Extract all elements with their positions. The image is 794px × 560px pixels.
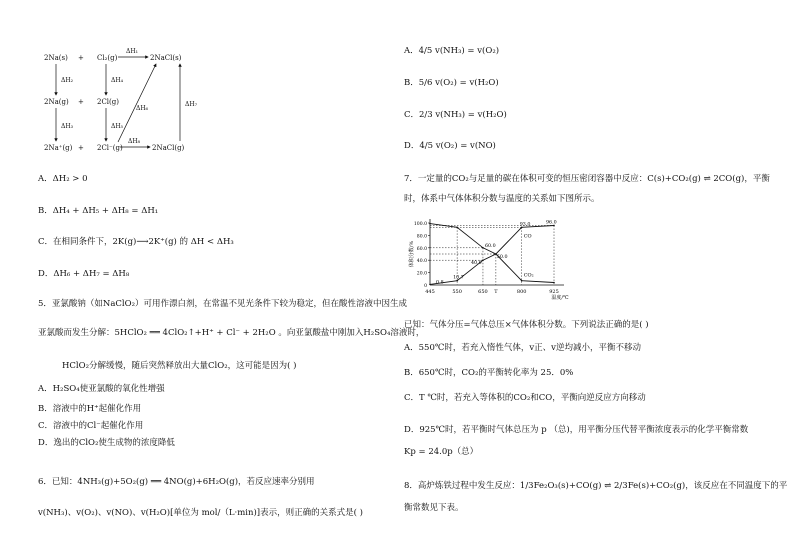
q7-option-b[interactable]: B．650℃时，CO₂的平衡转化率为 25．0% bbox=[404, 368, 574, 378]
species-2na-g: 2Na(g) bbox=[44, 98, 69, 106]
q8-stem-line1: 8．高炉炼铁过程中发生反应：1/3Fe₂O₃(s)+CO(g) ⇌ 2/3Fe(s)+CO₂(g)，该反应在不同温度下的平 bbox=[404, 481, 788, 491]
q7-stem-line1: 7．一定量的CO₂与足量的碳在体积可变的恒压密闭容器中反应：C(s)+CO₂(g) ⇌ 2CO(g)，平衡 bbox=[404, 174, 770, 184]
x-tick-label: T bbox=[494, 289, 498, 295]
x-tick-label: 445 bbox=[425, 289, 435, 295]
q7-option-d-line2[interactable]: Kp = 24.0p（总） bbox=[404, 447, 479, 457]
q7-option-a[interactable]: A．550℃时，若充入惰性气体，v正、v逆均减小，平衡不移动 bbox=[404, 343, 641, 353]
x-tick-label: 650 bbox=[478, 289, 488, 295]
y-axis-title: 体积分数/% bbox=[409, 240, 415, 268]
q7-option-c[interactable]: C．T ℃时，若充入等体积的CO₂和CO，平衡向逆反应方向移动 bbox=[404, 393, 646, 403]
y-tick-label: 40.0 bbox=[416, 259, 427, 265]
dh8-label: ΔH₈ bbox=[128, 138, 140, 145]
data-label: 96.0 bbox=[546, 220, 557, 226]
q6-option-c[interactable]: C．2/3 v(NH₃) = v(H₂O) bbox=[404, 110, 507, 120]
data-label: 40.0 bbox=[470, 261, 482, 267]
dh5-label: ΔH₅ bbox=[111, 123, 123, 130]
plus-sign: + bbox=[78, 98, 84, 106]
species-2nacl-g: 2NaCl(g) bbox=[152, 144, 185, 152]
y-tick-label: 20.0 bbox=[416, 271, 427, 277]
q4-option-c[interactable]: C．在相同条件下，2K(g)⟶2K⁺(g) 的 ΔH < ΔH₃ bbox=[38, 237, 234, 247]
q5-option-a[interactable]: A．H₂SO₄使亚氯酸的氧化性增强 bbox=[38, 384, 165, 394]
data-label: 10.7 bbox=[453, 275, 464, 281]
x-tick-label: 925 bbox=[549, 289, 559, 295]
data-point bbox=[482, 247, 484, 249]
q7-stem-line2: 时，体系中气体体积分数与温度的关系如下图所示。 bbox=[404, 194, 600, 204]
species-cl2-g: Cl₂(g) bbox=[97, 54, 118, 62]
y-tick-label: 80.0 bbox=[416, 234, 427, 240]
data-point bbox=[553, 282, 555, 284]
dh1-label: ΔH₁ bbox=[126, 48, 138, 55]
species-2na-plus-g: 2Na⁺(g) bbox=[44, 144, 73, 152]
q6-stem-line2: v(NH₃)、v(O₂)、v(NO)、v(H₂O)[单位为 mol/（L·min)]表示，则正确的关系式是( ) bbox=[38, 508, 363, 518]
data-point bbox=[482, 259, 484, 261]
dh3-label: ΔH₃ bbox=[61, 123, 73, 130]
series-label: CO bbox=[523, 233, 532, 240]
series-label: CO₂ bbox=[523, 272, 534, 279]
dh6-label: ΔH₆ bbox=[136, 105, 148, 112]
q6-option-d[interactable]: D．4/5 v(O₂) = v(NO) bbox=[404, 141, 496, 151]
q5-stem-line2: 亚氯酸而发生分解：5HClO₂ ══ 4ClO₂↑+H⁺ + Cl⁻ + 2H₂O 。向亚氯酸盐中刚加入H₂SO₄溶液时， bbox=[38, 328, 425, 338]
data-label: 50.0 bbox=[496, 255, 508, 260]
dh2-label: ΔH₂ bbox=[61, 77, 73, 84]
data-point bbox=[429, 284, 431, 286]
q5-stem-line1: 5．亚氯酸钠（如NaClO₂）可用作漂白剂，在常温不见光条件下较为稳定，但在酸性溶液中因生成 bbox=[38, 299, 408, 309]
series-co2-line bbox=[430, 224, 554, 286]
q4-option-d[interactable]: D．ΔH₆ + ΔH₇ = ΔH₈ bbox=[38, 269, 130, 279]
thermochemical-cycle-diagram bbox=[40, 40, 210, 160]
data-label: 0.8 bbox=[436, 280, 444, 286]
data-label: 60.0 bbox=[484, 243, 496, 249]
y-tick-label: 100.0 bbox=[413, 222, 427, 227]
q7-stem-line3: 已知：气体分压=气体总压×气体体积分数。下列说法正确的是( ) bbox=[404, 320, 649, 330]
data-point bbox=[429, 223, 431, 225]
q5-option-d[interactable]: D．逸出的ClO₂使生成物的浓度降低 bbox=[38, 438, 175, 448]
q6-option-a[interactable]: A．4/5 v(NH₃) = v(O₂) bbox=[404, 46, 500, 56]
q5-stem-line3: HClO₂分解缓慢，随后突然释放出大量ClO₂，这可能是因为( ) bbox=[62, 361, 297, 371]
data-point bbox=[521, 280, 523, 282]
q7-option-d-line1[interactable]: D．925℃时，若平衡时气体总压为 p （总)，用平衡分压代替平衡浓度表示的化学平衡常数 bbox=[404, 425, 749, 435]
series-co-line bbox=[430, 226, 554, 285]
x-tick-label: 800 bbox=[516, 289, 527, 295]
dh7-label: ΔH₇ bbox=[185, 101, 197, 108]
y-tick-label: 0 bbox=[424, 284, 427, 289]
q5-option-c[interactable]: C．溶液中的Cl⁻起催化作用 bbox=[38, 421, 144, 431]
q4-option-b[interactable]: B．ΔH₄ + ΔH₅ + ΔH₈ = ΔH₁ bbox=[38, 206, 159, 216]
x-axis-title: 温度/℃ bbox=[551, 295, 569, 301]
x-tick-label: 550 bbox=[452, 289, 462, 295]
species-2nacl-s: 2NaCl(s) bbox=[150, 54, 182, 62]
q7-volume-fraction-chart bbox=[404, 215, 584, 307]
data-label: 93.0 bbox=[519, 222, 531, 228]
q8-stem-line2: 衡常数见下表。 bbox=[404, 503, 464, 513]
y-tick-label: 60.0 bbox=[416, 246, 427, 252]
plus-sign: + bbox=[78, 54, 84, 62]
species-2na-s: 2Na(s) bbox=[44, 54, 68, 62]
dh4-label: ΔH₄ bbox=[111, 77, 123, 84]
species-2cl-g: 2Cl(g) bbox=[97, 98, 119, 106]
q5-option-b[interactable]: B．溶液中的H⁺起催化作用 bbox=[38, 404, 142, 414]
species-2cl-minus-g: 2Cl⁻(g) bbox=[97, 144, 123, 152]
plus-sign: + bbox=[78, 144, 84, 152]
q4-option-a[interactable]: A．ΔH₂ > 0 bbox=[38, 174, 88, 184]
q6-stem-line1: 6．已知：4NH₃(g)+5O₂(g) ══ 4NO(g)+6H₂O(g)，若反应速率分别用 bbox=[38, 477, 315, 487]
q6-option-b[interactable]: B．5/6 v(O₂) = v(H₂O) bbox=[404, 78, 499, 88]
data-point bbox=[456, 227, 458, 229]
